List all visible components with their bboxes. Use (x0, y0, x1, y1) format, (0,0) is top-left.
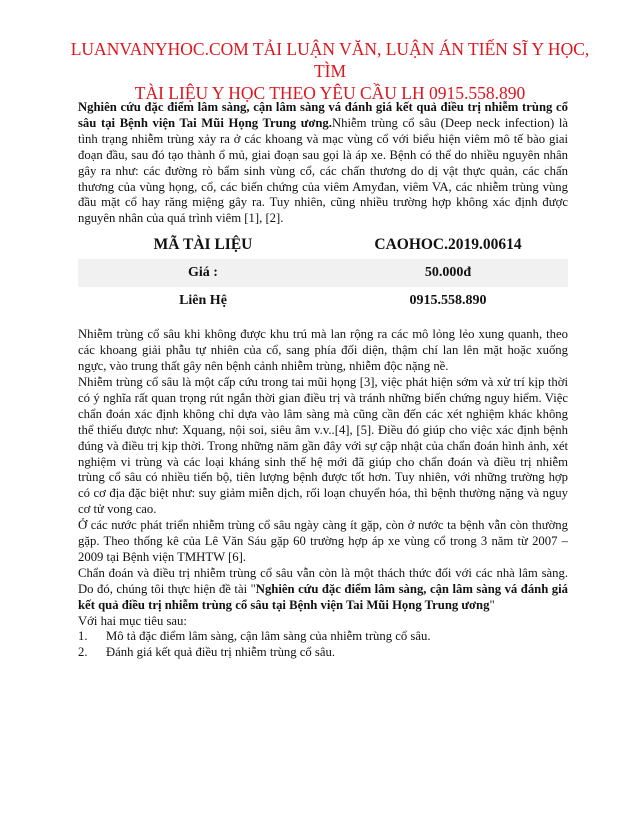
info-key-code: MÃ TÀI LIỆU (153, 236, 253, 254)
list-item (78, 645, 568, 661)
info-key-contact: Liên Hệ (179, 293, 227, 309)
paragraph-emergency: Nhiễm trùng cổ sâu là một cấp cứu trong tai mũi họng [3], việc phát hiện sớm và xử trí kịp thời có ý nghĩa rất quan trọng rút ngắn thời gian điều trị và tránh những biến chứng nguy hiểm. Việc chẩn đoán xác định không chỉ dựa vào lâm sàng mà cũng cần đến các xét nghiệm khác không thể thiếu được như: Xquang, nội soi, siêu âm v.v..[4], [5]. Điều đó giúp cho việc xác định bệnh đúng và điều trị kịp thời. Trong những năm gần đây với sự cập nhật của chẩn đoán hình ảnh, xét nghiệm vi trùng và các loại kháng sinh thế hệ mới đã giúp cho chẩn đoán và điều trị nhiễm trùng cổ sâu có nhiều tiến bộ, tiên lượng bệnh được tốt hơn. Tuy nhiên, với những trường hợp có cơ địa đặc biệt như: suy giảm miễn dịch, rối loạn chuyển hóa, thì bệnh thường nặng và nguy cơ tử vong cao. (78, 374, 568, 517)
info-row-code (78, 231, 568, 259)
info-row-contact (78, 287, 568, 315)
objective-number: 1. (78, 629, 88, 644)
study-topic-lead: Chẩn đoán và điều trị nhiễm trùng cổ sâu vẫn còn là một thách thức đối với các nhà lâm sàng. Do đó, chúng tôi thực hiện đề tài " (78, 565, 568, 596)
info-value-price: 50.000đ (328, 259, 568, 287)
paragraph-statistics: Ở các nước phát triển nhiễm trùng cổ sâu ngày càng ít gặp, còn ở nước ta bệnh vẫn còn thường gặp. Theo thống kê của Lê Văn Sáu gặp 60 trường hợp áp xe vùng cổ trong 3 năm từ 2007 – 2009 tại Bệnh viện TMHTW [6]. (78, 518, 568, 564)
page-header (70, 38, 590, 104)
list-item (78, 629, 568, 645)
info-key-price: Giá : (78, 259, 328, 287)
paragraph-objectives-intro: Với hai mục tiêu sau: (78, 613, 187, 628)
objectives-list (78, 629, 568, 661)
header-line-2: TÀI LIỆU Y HỌC THEO YÊU CẦU LH 0915.558.890 (134, 83, 526, 103)
document-body (78, 100, 568, 661)
paragraph-spread: Nhiễm trùng cổ sâu khi không được khu trú mà lan rộng ra các mô lỏng lẻo xung quanh, theo các khoang giải phẫu tự nhiên của cổ, sang phía đối diện, thậm chí lan lên mặt hoặc xuống ngực, vào trung thất gây nên bệnh cảnh nhiễm trùng, nhiễm độc nặng nề. (78, 327, 568, 374)
info-row-price (78, 259, 568, 287)
document-info-table (78, 231, 568, 315)
study-topic-close: " (489, 597, 495, 612)
objective-text: Mô tả đặc điểm lâm sàng, cận lâm sàng của nhiễm trùng cổ sâu. (106, 629, 431, 644)
study-topic-title: Nghiên cứu đặc điểm lâm sàng, cận lâm sàng vá đánh giá kết quả điều trị nhiễm trùng cổ sâu tại Bệnh viện Tai Mũi Họng Trung ương (78, 581, 568, 612)
intro-body: Nhiễm trùng cổ sâu (Deep neck infection) là tình trạng nhiễm trùng xảy ra ở các khoang và mạc vùng cổ với biểu hiện viêm mô tế bào giai đoạn đầu, sau đó tạo thành ổ mủ, giai đoạn sau gọi là áp xe. Bệnh có thể do nhiều nguyên nhân gây ra như: các đường rò bẩm sinh vùng cổ, các chấn thương do dị vật thực quản, các chấn thương của vùng họng, cổ, các biến chứng của viêm Amyđan, viêm VA, các nhiễm trùng vùng đầu mặt cổ hay răng miệng gây ra. Tuy nhiên, cũng nhiều trường hợp không xác định được nguyên nhân của quá trình viêm [1], [2]. (78, 115, 568, 226)
header-line-1: LUANVANYHOC.COM TẢI LUẬN VĂN, LUẬN ÁN TIẾN SĨ Y HỌC, TÌM (70, 39, 590, 81)
objective-number: 2. (78, 645, 88, 660)
intro-title: Nghiên cứu đặc điểm lâm sàng, cận lâm sàng vá đánh giá kết quả điều trị nhiễm trùng cổ sâu tại Bệnh viện Tai Mũi Họng Trung ương. (78, 100, 568, 130)
info-value-code: CAOHOC.2019.00614 (374, 236, 522, 254)
intro-paragraph (78, 100, 568, 227)
info-value-contact: 0915.558.890 (409, 293, 487, 309)
paragraph-study-topic (78, 566, 568, 614)
objective-text: Đánh giá kết quả điều trị nhiễm trùng cổ sâu. (106, 645, 336, 660)
